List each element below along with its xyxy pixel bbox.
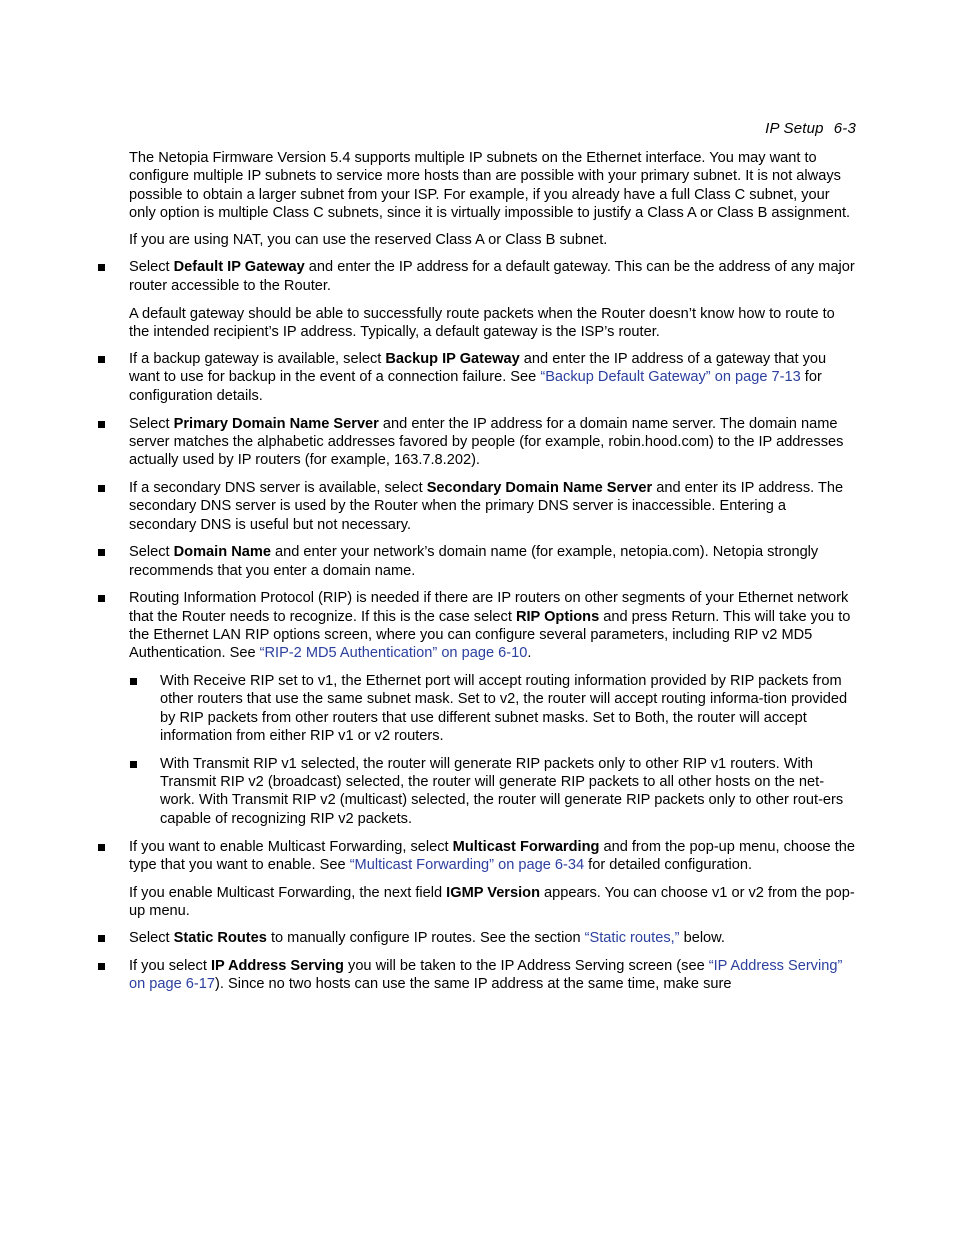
term-ip-address-serving: IP Address Serving — [210, 957, 344, 974]
term-domain-name: Domain Name — [173, 544, 271, 561]
link-ip-address-serving[interactable]: “IP Address Serving” on page 6-17 — [129, 957, 843, 993]
term-igmp-version: IGMP Version — [446, 884, 540, 901]
gateway-note: A default gateway should be able to successfully route packets when the Router doesn’t know how to route to the intended recipient’s IP address. Typically, a default gateway is the ISP’s router. — [129, 305, 835, 340]
bullet-primary-dns: Select Primary Domain Name Server and enter the IP address for a domain name server. The domain name server matches the alphabetic addresses favored by people (for example, robin.hood.com) to the IP addresses actually used by IP routers (for example, 163.7.8.202). — [129, 415, 855, 470]
bullet-static-routes: Select Static Routes to manually configure IP routes. See the section “Static routes,” below. — [129, 929, 855, 947]
subbullet-receive-rip: With Receive RIP set to v1, the Ethernet port will accept routing information provided by RIP packets from other routers that use the same subnet mask. Set to v2, the router will accept routing informa-tion provided by RIP packets from other routers that use different subnet masks. Set to Both, the router will accept information from either RIP v1 or v2 routers. — [160, 672, 855, 745]
section-title: IP Setup — [765, 120, 824, 137]
term-default-ip-gateway: Default IP Gateway — [173, 259, 305, 276]
term-static-routes: Static Routes — [173, 930, 267, 947]
igmp-paragraph: If you enable Multicast Forwarding, the next field IGMP Version appears. You can choose v1 or v2 from the pop-up menu. — [129, 884, 855, 919]
link-multicast-forwarding[interactable]: “Multicast Forwarding” on page 6-34 — [349, 856, 585, 873]
term-primary-dns: Primary Domain Name Server — [173, 415, 379, 432]
link-static-routes[interactable]: “Static routes,” — [584, 930, 680, 947]
bullet-rip: Routing Information Protocol (RIP) is needed if there are IP routers on other segments of your Ethernet network that the Router needs to recognize. If this is the case select RIP Options and press Return. This will take you to the Ethernet LAN RIP options screen, where you can configure several parameters, including RIP v2 MD5 Authentication. See “RIP-2 MD5 Authentication” on page 6-10. — [129, 589, 855, 662]
link-rip2-md5[interactable]: “RIP-2 MD5 Authentication” on page 6-10 — [259, 645, 528, 662]
bullet-backup-gateway: If a backup gateway is available, select Backup IP Gateway and enter the IP address of a gateway that you want to use for backup in the event of a connection failure. See “Backup Default Gateway” on page 7-13 for configuration details. — [129, 350, 855, 405]
term-rip-options: RIP Options — [515, 608, 600, 625]
term-secondary-dns: Secondary Domain Name Server — [426, 479, 653, 496]
page-header — [765, 120, 856, 137]
bullet-default-gateway: Select Default IP Gateway and enter the IP address for a default gateway. This can be the address of any major router accessible to the Router. — [129, 259, 855, 294]
subbullet-transmit-rip: With Transmit RIP v1 selected, the router will generate RIP packets only to other RIP v1 routers. With Transmit RIP v2 (broadcast) selected, the router will generate RIP packets to all other hosts on the net-work. With Transmit RIP v2 (multicast) selected, the router will generate RIP packets only to other rout-ers capable of recognizing RIP v2 packets. — [160, 755, 855, 828]
nat-paragraph: If you are using NAT, you can use the reserved Class A or Class B subnet. — [129, 232, 608, 249]
document-body — [129, 149, 855, 1003]
page-number: 6-3 — [833, 120, 856, 137]
term-multicast-forwarding: Multicast Forwarding — [452, 838, 600, 855]
bullet-multicast: If you want to enable Multicast Forwarding, select Multicast Forwarding and from the pop-up menu, choose the type that you want to enable. See “Multicast Forwarding” on page 6-34 for detailed configuration. — [129, 838, 855, 873]
link-backup-default-gateway[interactable]: “Backup Default Gateway” on page 7-13 — [540, 369, 801, 386]
bullet-domain-name: Select Domain Name and enter your network’s domain name (for example, netopia.com). Netopia strongly recommends that you enter a domain name. — [129, 543, 855, 580]
bullet-ip-address-serving: If you select IP Address Serving you will be taken to the IP Address Serving screen (see “IP Address Serving” on page 6-17). Since no two hosts can use the same IP address at the same time, make sure — [129, 957, 855, 994]
intro-paragraph: The Netopia Firmware Version 5.4 supports multiple IP subnets on the Ethernet interface. You may want to configure multiple IP subnets to service more hosts than are possible with your primary subnet. It is not always possible to obtain a larger subnet from your ISP. For example, if you already have a full Class C subnet, your only option is multiple Class C subnets, since it is virtually impossible to justify a Class A or Class B assignment. — [129, 150, 851, 221]
bullet-secondary-dns: If a secondary DNS server is available, select Secondary Domain Name Server and enter its IP address. The secondary DNS server is used by the Router when the primary DNS server is inaccessible. Entering a secondary DNS is useful but not necessary. — [129, 479, 855, 534]
term-backup-ip-gateway: Backup IP Gateway — [385, 351, 520, 368]
